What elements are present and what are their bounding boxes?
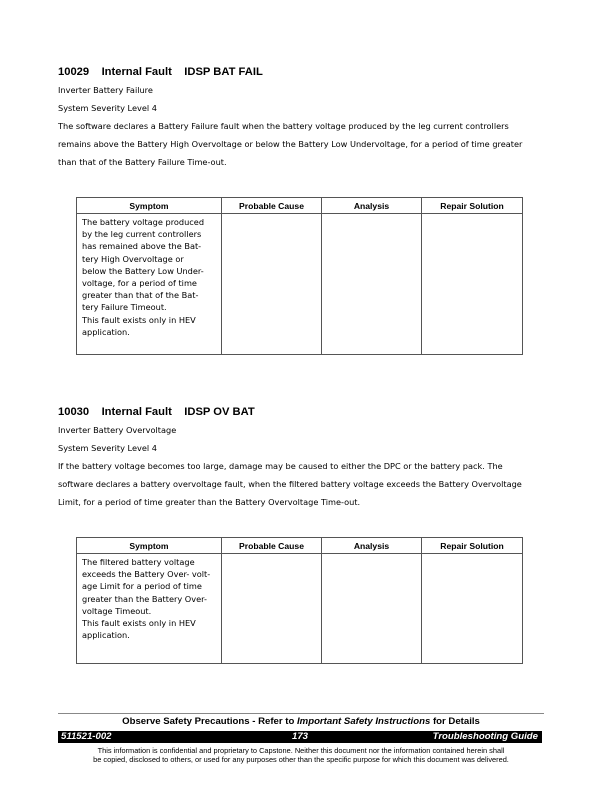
fault-section-10029 <box>58 66 548 171</box>
guide-title: Troubleshooting Guide <box>432 731 538 742</box>
table-row <box>77 214 523 355</box>
header-probable-cause: Probable Cause <box>222 198 322 214</box>
fault-code: 10029 <box>58 66 90 78</box>
table-header-row <box>77 198 523 214</box>
safety-notice-text: Observe Safety Precautions - Refer to <box>122 716 298 727</box>
fault-detail-line: Limit, for a period of time greater than the Battery Overvoltage Time-out. <box>58 497 361 507</box>
symptom-line: by the leg current controllers <box>82 229 202 240</box>
header-symptom: Symptom <box>77 538 222 554</box>
table-header-row <box>77 538 523 554</box>
analysis-cell <box>322 214 422 355</box>
fault-detail-line: software declares a battery overvoltage fault, when the filtered battery voltage exceeds the Battery Overvoltage <box>58 479 522 489</box>
symptom-line: voltage, for a period of time <box>82 278 197 289</box>
header-analysis: Analysis <box>322 538 422 554</box>
fault-description-title: Inverter Battery Failure <box>58 85 153 95</box>
fault-severity: System Severity Level 4 <box>58 443 157 453</box>
symptom-line: below the Battery Low Under- <box>82 265 204 276</box>
confidentiality-line: be copied, disclosed to others, or used for any purposes other than the specific purpose for which this document was delivered. <box>93 755 509 765</box>
fault-category: Internal Fault <box>101 406 172 418</box>
fault-name: IDSP BAT FAIL <box>184 66 263 78</box>
fault-detail-line: The software declares a Battery Failure fault when the battery voltage produced by the leg current controllers <box>58 121 509 131</box>
troubleshooting-table-10029 <box>76 197 523 355</box>
symptom-line: greater than that of the Bat- <box>82 290 199 301</box>
fault-name: IDSP OV BAT <box>184 406 255 418</box>
confidentiality-notice <box>58 746 544 765</box>
probable-cause-cell <box>222 554 322 664</box>
fault-code: 10030 <box>58 406 90 418</box>
probable-cause-cell <box>222 214 322 355</box>
safety-notice <box>58 716 544 727</box>
page-number: 173 <box>291 731 308 742</box>
safety-notice-suffix: for Details <box>430 716 480 727</box>
symptom-line: tery High Overvoltage or <box>82 253 184 264</box>
symptom-line: application. <box>82 630 130 641</box>
header-probable-cause: Probable Cause <box>222 538 322 554</box>
confidentiality-line: This information is confidential and proprietary to Capstone. Neither this document nor the information contained herein shall <box>97 746 505 755</box>
fault-category: Internal Fault <box>101 66 172 78</box>
header-repair-solution: Repair Solution <box>422 198 523 214</box>
fault-detail-line: If the battery voltage becomes too large, damage may be caused to either the DPC or the battery pack. The <box>58 461 503 471</box>
symptom-line: This fault exists only in HEV <box>82 314 196 325</box>
fault-section-10030 <box>58 406 548 511</box>
symptom-line: application. <box>82 326 130 337</box>
footer-bar <box>58 731 542 743</box>
symptom-line: age Limit for a period of time <box>82 581 202 592</box>
table-row <box>77 554 523 664</box>
symptom-line: greater than the Battery Over- <box>82 593 207 604</box>
header-analysis: Analysis <box>322 198 422 214</box>
header-symptom: Symptom <box>77 198 222 214</box>
fault-description-title: Inverter Battery Overvoltage <box>58 425 177 435</box>
symptom-line: has remained above the Bat- <box>82 241 202 252</box>
fault-heading <box>58 66 548 78</box>
symptom-line: voltage Timeout. <box>82 605 152 616</box>
symptom-line: The battery voltage produced <box>82 217 205 227</box>
symptom-line: This fault exists only in HEV <box>82 618 196 629</box>
fault-heading <box>58 406 548 418</box>
symptom-line: exceeds the Battery Over- volt- <box>82 569 211 580</box>
repair-solution-cell <box>422 554 523 664</box>
footer-divider <box>58 713 544 714</box>
symptom-cell <box>77 214 222 355</box>
document-number: 511521-002 <box>61 731 112 742</box>
analysis-cell <box>322 554 422 664</box>
header-repair-solution: Repair Solution <box>422 538 523 554</box>
fault-severity: System Severity Level 4 <box>58 103 157 113</box>
repair-solution-cell <box>422 214 523 355</box>
safety-instructions-reference: Important Safety Instructions <box>297 716 431 727</box>
symptom-line: tery Failure Timeout. <box>82 302 167 313</box>
troubleshooting-table-10030 <box>76 537 523 664</box>
symptom-cell <box>77 554 222 664</box>
symptom-line: The filtered battery voltage <box>82 557 195 567</box>
fault-detail-line: remains above the Battery High Overvoltage or below the Battery Low Undervoltage, for a period of time greater <box>58 139 523 149</box>
fault-detail-line: than that of the Battery Failure Time-out. <box>58 157 227 167</box>
